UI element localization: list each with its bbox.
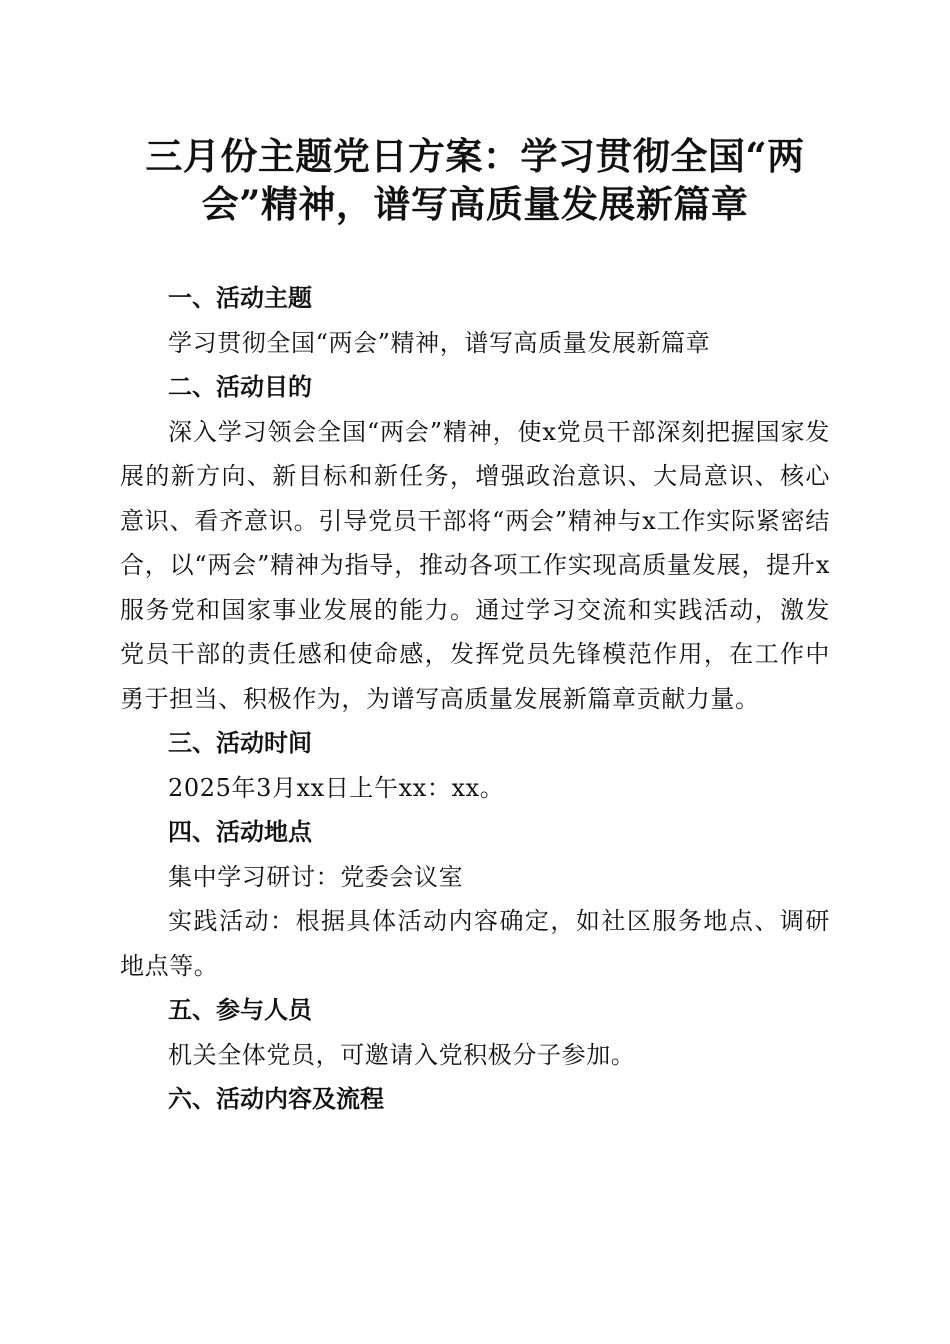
section-paragraph-time: 2025年3月xx日上午xx：xx。 bbox=[168, 773, 505, 802]
section-paragraph-location-practice: 实践活动：根据具体活动内容确定，如社区服务地点、调研地点等。 bbox=[120, 907, 830, 980]
section-heading-time: 三、活动时间 bbox=[168, 729, 312, 757]
document-body bbox=[120, 276, 830, 1122]
section-paragraph-location-study: 集中学习研讨：党委会议室 bbox=[168, 862, 464, 891]
section-paragraph-participants: 机关全体党员，可邀请入党积极分子参加。 bbox=[168, 1040, 636, 1069]
section-heading-location: 四、活动地点 bbox=[168, 818, 312, 846]
section-heading-purpose: 二、活动目的 bbox=[168, 373, 312, 401]
section-paragraph-purpose: 深入学习领会全国“两会”精神，使x党员干部深刻把握国家发展的新方向、新目标和新任务，增强政治意识、大局意识、核心意识、看齐意识。引导党员干部将“两会”精神与x工作实际紧密结合，以“两会”精神为指导，推动各项工作实现高质量发展，提升x服务党和国家事业发展的能力。通过学习交流和实践活动，激发党员干部的责任感和使命感，发挥党员先锋模范作用，在工作中勇于担当、积极作为，为谱写高质量发展新篇章贡献力量。 bbox=[120, 417, 830, 713]
document-title: 三月份主题党日方案：学习贯彻全国“两会”精神，谱写高质量发展新篇章 bbox=[145, 134, 805, 226]
section-paragraph-theme: 学习贯彻全国“两会”精神，谱写高质量发展新篇章 bbox=[168, 328, 711, 357]
section-heading-participants: 五、参与人员 bbox=[168, 996, 312, 1024]
section-heading-theme: 一、活动主题 bbox=[168, 284, 312, 312]
section-heading-content-process: 六、活动内容及流程 bbox=[168, 1085, 384, 1113]
